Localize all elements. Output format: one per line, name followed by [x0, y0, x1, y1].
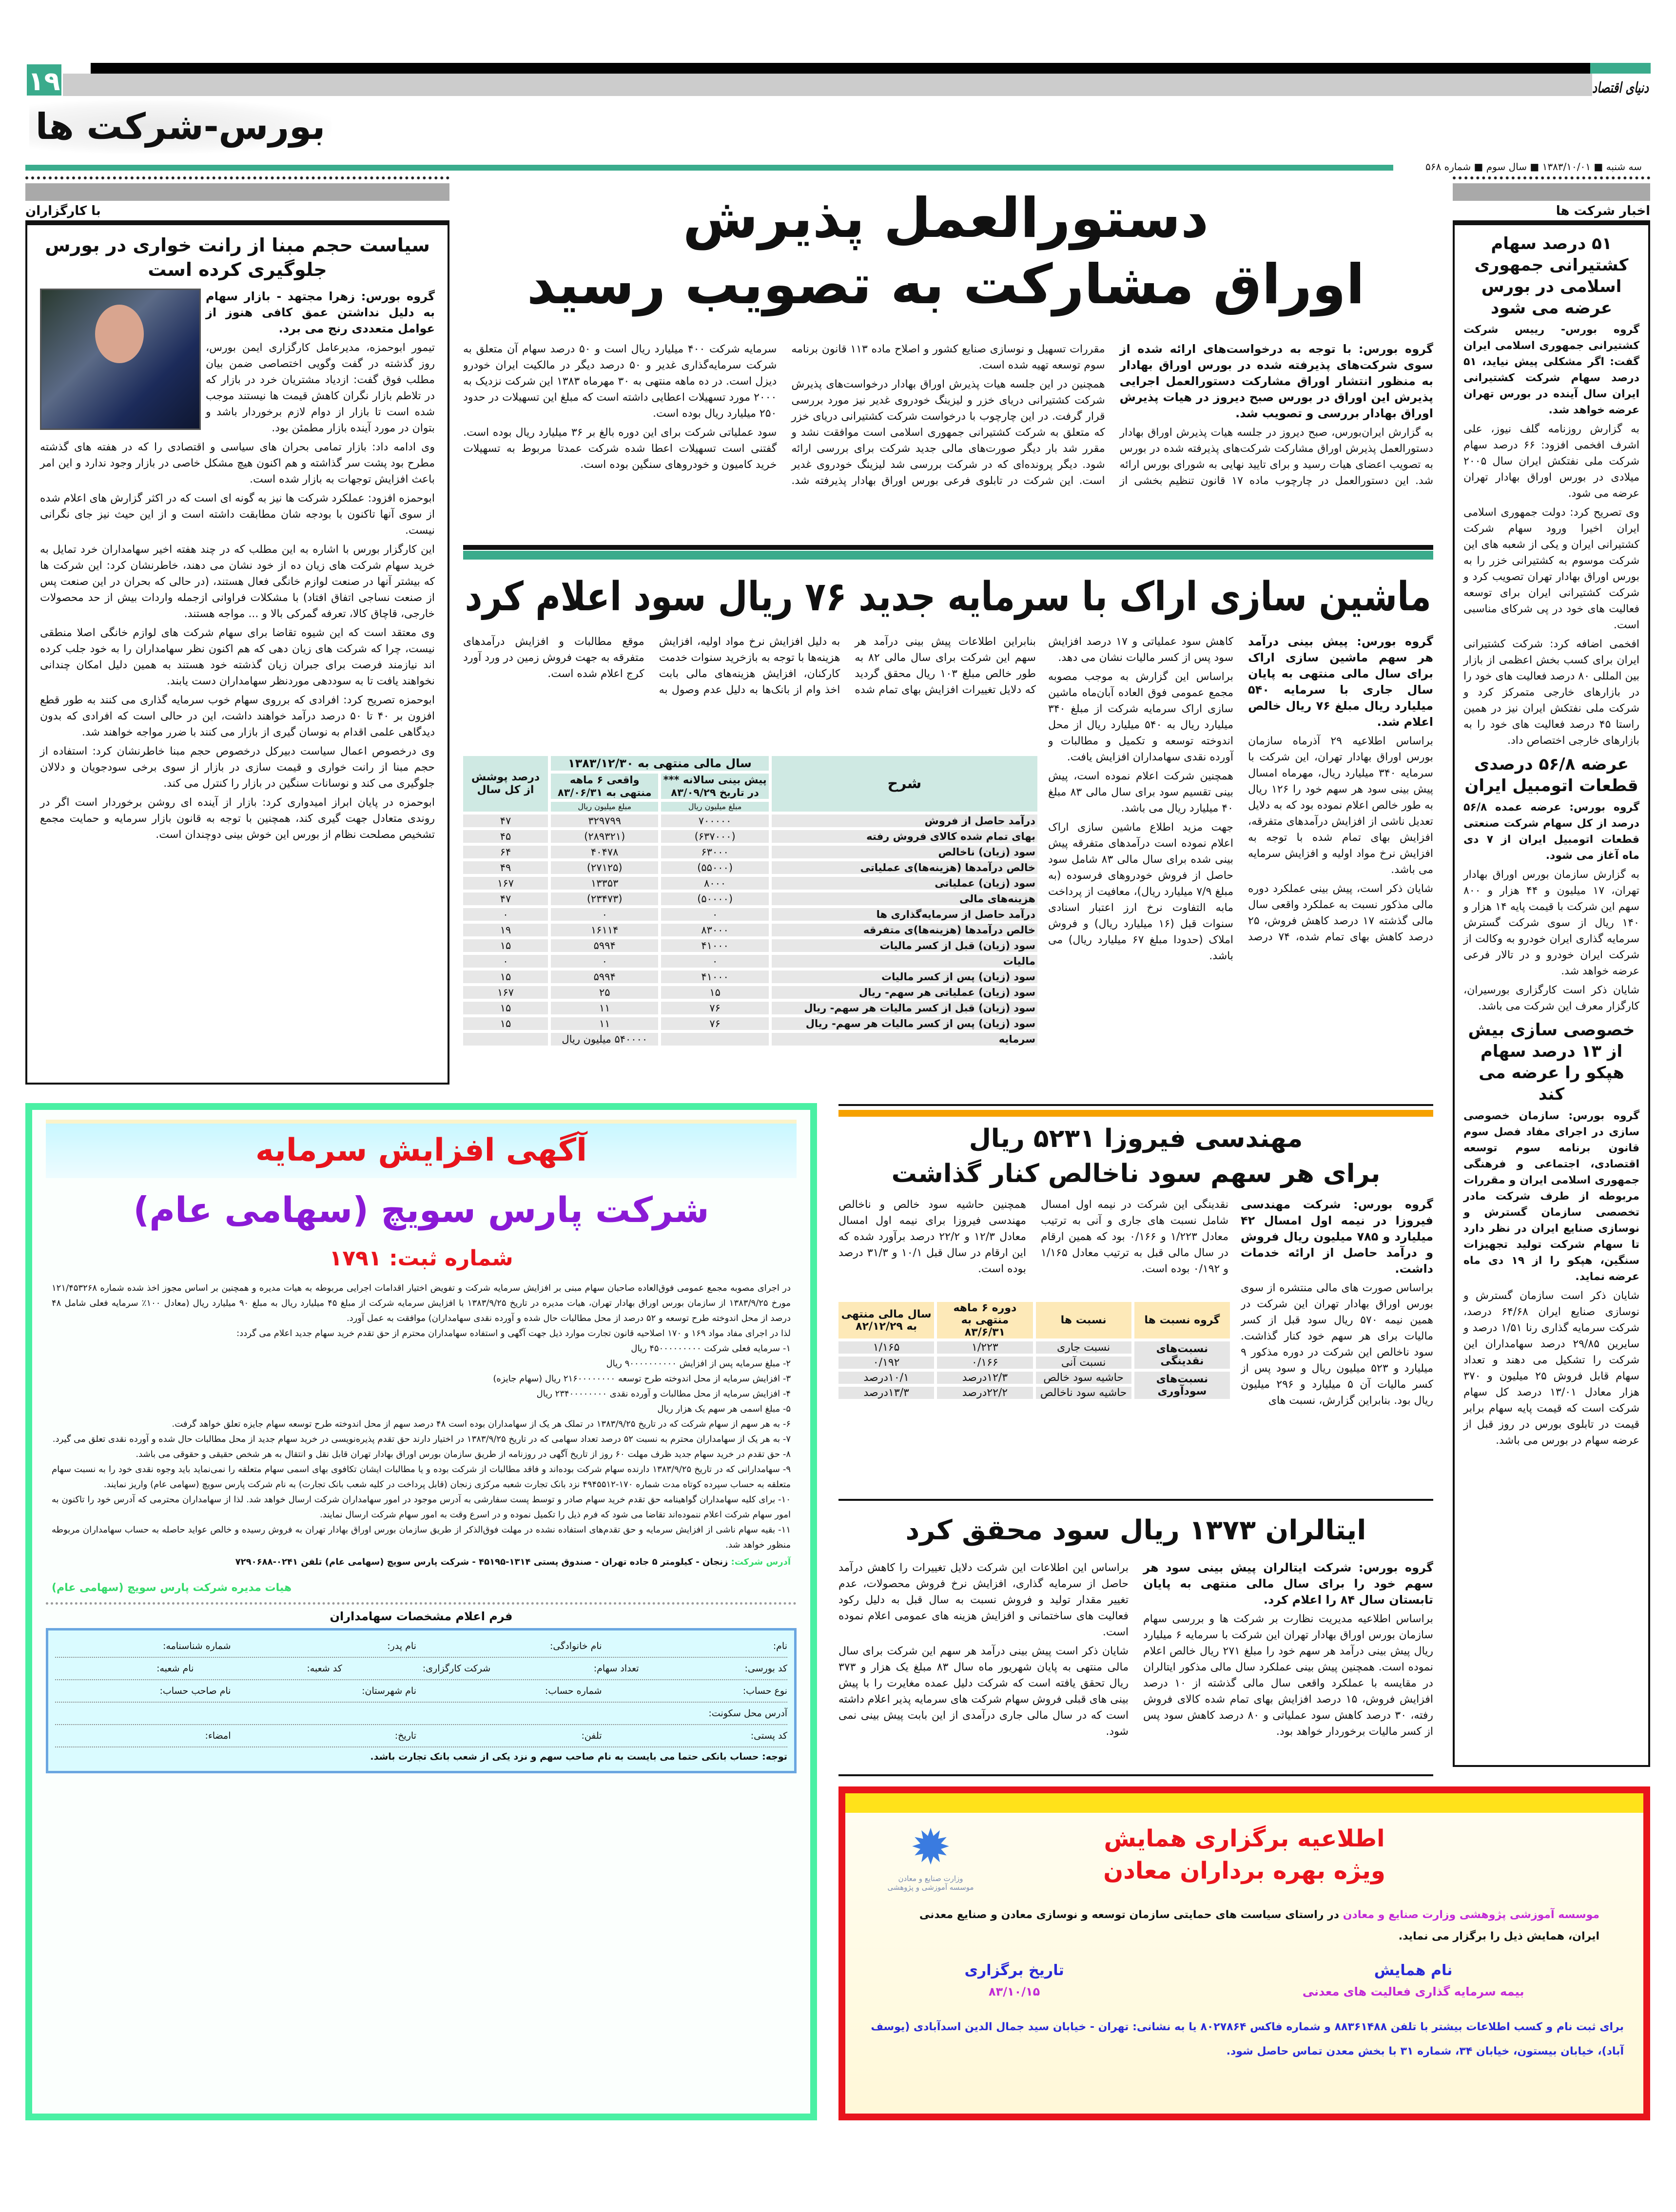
yellow-band [845, 1793, 1643, 1813]
article-headline: سیاست حجم مبنا از رانت خواری در بورس جلوگیری کرده است [45, 234, 430, 280]
machine-body-right [1048, 634, 1433, 1087]
gray-bar [25, 183, 449, 201]
green-rule [463, 551, 1433, 560]
article-paragraph: وی معتقد است که این شیوه تقاضا برای سهام شرکت های لوازم خانگی اصلا منطقی نیست، چرا که شرکت های زیان دهی که هم اکنون نظر سهامداران را به خود جلب کرده اند نیازمند فرصت برای جبران زیان گذشته خود هستند به همین دلیل امکان چندانی نخواهند یافت تا به سوددهی موردنظر سهامداران دست یابند. [40, 627, 435, 687]
form-field[interactable]: نام شعبه: [156, 1663, 194, 1674]
left-column-article [25, 220, 449, 1085]
actual-value: ۴۰۴۷۸ [551, 846, 658, 858]
gear-icon: ✹ [910, 1819, 951, 1876]
news-paragraph: به گزارش روزنامه گلف نیوز، علی اشرف افخمی افزود: ۶۶ درصد سهام شرکت ملی نفتکش ایران سال ۲۰۰۵ میلادی در بورس اوراق بهادار تهران عرضه می شود. [1463, 423, 1639, 500]
table-row [463, 815, 1037, 827]
period-value: ۱/۲۲۳ [937, 1341, 1033, 1354]
date-value: ۸۳/۱۰/۱۵ [988, 1985, 1040, 1999]
news-headline: عرضه ۵۶/۸ درصدی قطعات اتومبیل ایران [1464, 755, 1638, 796]
forecast-value: ۶۳۰۰۰ [661, 846, 768, 858]
period-value: ۱۲/۳درصد [937, 1372, 1033, 1384]
ad-details [845, 1962, 1643, 1999]
coverage-value: ۴۷ [463, 893, 548, 905]
ministry-logo [875, 1821, 987, 1892]
col-coverage: درصد پوشش از کل سال [463, 756, 548, 812]
ad-address-line [52, 1554, 791, 1570]
ad-body [845, 1887, 1643, 1947]
row-label: درآمد حاصل از سرمایه‌گذاری ها [772, 908, 1037, 921]
row-label: سود (زیان) ناخالص [772, 846, 1037, 858]
section-title: بورس-شرکت ها [29, 100, 331, 154]
coverage-value: ۰ [463, 955, 548, 968]
actual-value: ۱۱ [551, 1002, 658, 1014]
firouza-paragraph: همچنین حاشیه سود خالص و ناخالص مهندسی فیروزا برای نیمه اول امسال معادل ۱۲/۳ و ۲۲/۲ درصد برآورد شده که این ارقام در سال قبل ۱۰/۱ و ۳۱/۳ درصد بوده است. [838, 1199, 1026, 1275]
form-field[interactable]: نام پدر: [387, 1641, 416, 1651]
article-paragraph: ابوحمزه تصریح کرد: افرادی که برروی سهام خوب سرمایه گذاری می کنند به طور قطع افزون بر ۴۰ تا ۵۰ درصد درآمد خواهند داشت، این در حالی است که افرادی که بدون دیدگاهی علمی اقدام به نوسان گیری از بازار می کنند با ضرر مواجه خواهند شد. [40, 694, 435, 738]
issue-date: سه شنبه ■ ۱۳۸۳/۱۰/۰۱ ■ سال سوم ■ شماره ۵۶۸ [1393, 157, 1647, 176]
news-item [1463, 1019, 1639, 1449]
year-value: ۱/۱۶۵ [838, 1341, 934, 1354]
conference-date [965, 1962, 1064, 1999]
row-label: سود (زیان) عملیاتی هر سهم- ریال [772, 986, 1037, 999]
row-label: سود (زیان) پس از کسر مالیات هر سهم- ریال [772, 1017, 1037, 1030]
form-field[interactable]: تعداد سهام: [593, 1663, 639, 1674]
row-label: مالیات [772, 955, 1037, 968]
article-paragraph: ابوحمزه افزود: عملکرد شرکت ها نیز به گونه ای است که در اکثر گزارش های اعلام شده از سوی آنها تاکنون با بودجه شان مطابقت داشته است و از این حیث نیز جای نگرانی نیست. [40, 492, 435, 537]
ad-items [52, 1341, 791, 1552]
ad-item: ۱۱- بقیه سهام ناشی از افزایش سرمایه و حق تقدم‌های استفاده نشده در مهلت فوق‌الذکر از طریق سازمان بورس اوراق بهادار تهران به فروش رسیده و خالص عواید حاصله به حساب سهامداران مربوطه منظور خواهد شد. [52, 1525, 791, 1550]
section-rule [838, 1774, 1433, 1776]
right-column-news [1453, 220, 1650, 1767]
news-item [1463, 754, 1639, 1014]
coverage-value: ۴۹ [463, 861, 548, 874]
news-paragraph: به گزارش سازمان بورس اوراق بهادار تهران، ۱۷ میلیون و ۴۴ هزار و ۸۰۰ سهم این شرکت با قیمت پایه ۱۴ هزار و ۱۴۰ ریال از سوی شرکت گسترش سرمایه گذاری ایران خودرو به وکالت از شرکت ایران خودرو و در تالار فرعی عرضه خواهد شد. [1463, 869, 1640, 977]
form-field[interactable]: کد پستی: [750, 1730, 787, 1741]
news-item [1463, 233, 1639, 749]
table-row [838, 1372, 1230, 1384]
firouza-ratio-table [836, 1299, 1233, 1494]
coverage-value: ۱۵ [463, 1002, 548, 1014]
table-row [838, 1341, 1230, 1354]
machine-paragraph: براساس این گزارش به موجب مصوبه مجمع عمومی فوق العاده آبان‌ماه ماشین سازی اراک سرمایه شرکت از مبلغ ۳۴۰ میلیارد ریال به ۵۴۰ میلیارد ریال از محل اندوخته توسعه و تکمیل و مطالبات و آورده نقدی سهامداران افزایش یافت. [1048, 671, 1233, 763]
machine-paragraph: براساس اطلاعیه ۲۹ آذرماه سازمان بورس اوراق بهادار تهران، این شرکت با سرمایه ۳۴۰ میلیارد ریال، مهرماه امسال پیش بینی سود هر سهم خود را ۱۲۶ ریال به طور خالص اعلام نموده بود که به دلایل تعدیل ناشی از افزایش درآمدهای متفرقه، افزایش بهای تمام شده با توجه به افزایش نرخ مواد اولیه و افزایش سرمایه می باشد. [1248, 735, 1433, 876]
actual-value: (۲۷۱۲۵) [551, 861, 658, 874]
date-label: تاریخ برگزاری [964, 1962, 1064, 1979]
actual-value: ۰ [551, 908, 658, 921]
ad-item: ۲- مبلغ سرمایه پس از افزایش ۹۰۰۰۰۰۰۰۰۰۰ ریال [606, 1358, 791, 1369]
ad-address: زنجان - کیلومتر ۵ جاده تهران - صندوق پستی ۱۳۱۴-۴۵۱۹۵ - شرکت پارس سویچ (سهامی عام) تلفن ۰۲۴۱-۷۲۹۰۶۸۸ [235, 1557, 728, 1567]
machine-lead: گروه بورس: پیش بینی درآمد هر سهم ماشین سازی اراک برای سال مالی منتهی به پایان سال جاری با سرمایه ۵۴۰ میلیارد ریال مبلغ ۷۶ ریال خالص اعلام شد. [1248, 635, 1433, 729]
form-field[interactable]: نوع حساب: [742, 1686, 787, 1696]
interviewee-photo [40, 289, 201, 430]
news-paragraph: افخمی اضافه کرد: شرکت کشتیرانی ایران برای کسب بخش اعظمی از بازار بین المللی ۸۰ درصد فعالیت های خود را در بازارهای خارجی متمرکز کرد و شرکت ملی نفتکش ایران نیز در همین راستا ۴۵ درصد فعالیت های خود را به بازارهای خارجی اختصاص داد. [1463, 638, 1640, 747]
name-label: نام همایش [1374, 1962, 1453, 1979]
form-field[interactable]: نام صاحب حساب: [159, 1686, 231, 1696]
form-field[interactable]: امضاء: [205, 1730, 231, 1741]
forecast-value: ۷۰۰۰۰۰ [661, 815, 768, 827]
year-value: ۱۰/۱درصد [838, 1372, 934, 1384]
page-number: ۱۹ [25, 63, 63, 97]
forecast-value: ۴۱۰۰۰ [661, 939, 768, 952]
form-row [55, 1658, 787, 1680]
coverage-value: ۱۵ [463, 939, 548, 952]
ad-item: ۵- مبلغ اسمی هر سهم یک هزار ریال [657, 1404, 791, 1414]
form-field[interactable]: نام: [773, 1641, 787, 1651]
article-paragraph: این کارگزار بورس با اشاره به این مطلب که در چند هفته اخیر سهامداران خرد تمایل به خرید سهام شرکت های زیان ده از خود نشان می دهند، خاطرنشان کرد: این شرکت ها که بیشتر آنها در صنعت لوازم خانگی فعال هستند، (در حالی که بحران در این صنعت پس از صنعت نساجی اتفاق افتاد) با مشکلات فراوانی ازجمله واردات بیش از حد محصولات خارجی، قاچاق کالا، تعرفه گمرکی بالا و ... مواجه هستند. [40, 543, 435, 620]
ad-item: ۶- به هر سهم از سهام شرکت که در تاریخ ۱۳۸۳/۹/۲۵ در تملک هر یک از سهامداران بوده است ۴۸ درصد سهم از محل اندوخته طرح توسعه سهام جایزه تعلق خواهد گرفت. [172, 1419, 791, 1429]
forecast-value: (۵۰۰۰۰) [661, 893, 768, 905]
masthead-bar [91, 63, 1634, 74]
table-header-row [838, 1302, 1230, 1339]
row-label: سود (زیان) قبل از کسر مالیات [772, 939, 1037, 952]
form-row [55, 1680, 787, 1703]
table-row [463, 986, 1037, 999]
firouza-paragraph: نقدینگی این شرکت در نیمه اول امسال شامل نسبت های جاری و آنی به ترتیب معادل ۱/۲۲۳ و ۰/۱۶۶ بود که همین ارقام در سال مالی قبل به ترتیب معادل ۱/۱۶۵ و ۰/۱۹۲ بوده است. [1041, 1199, 1228, 1275]
machine-body-left [463, 634, 1036, 749]
right-column-header [1453, 176, 1650, 221]
coverage-value: ۶۴ [463, 846, 548, 858]
ad-registration: شماره ثبت: ۱۷۹۱ [329, 1246, 513, 1271]
logo-text: وزارت صنایع و معادن [898, 1874, 963, 1883]
form-note: توجه: حساب بانکی حتما می بایست به نام صاحب سهم و نزد یکی از شعب بانک تجارت باشد. [370, 1751, 787, 1762]
forecast-value: ۴۱۰۰۰ [661, 970, 768, 983]
ad-title: آگهی افزایش سرمایه [46, 1120, 797, 1178]
italran-paragraph: براساس این اطلاعات این شرکت دلایل تغییرات را کاهش درآمد حاصل از سرمایه گذاری، افزایش نرخ فروش محصولات، عدم تغییر مقدار تولید و فروش نسبت به سال قبل به دلیل رکود فعالیت های ساختمانی و افزایش هزینه های عمومی اعلام نموده است. [838, 1562, 1129, 1638]
forecast-value: ۷۶ [661, 1017, 768, 1030]
form-row [55, 1703, 787, 1725]
firouza-body-left [838, 1197, 1228, 1297]
machine-headline: ماشین سازی اراک با سرمایه جدید ۷۶ ریال سود اعلام کرد [465, 574, 1432, 620]
column-kicker: اخبار شرکت ها [1556, 204, 1650, 218]
actual-value: ۲۵ [551, 986, 658, 999]
fiscal-year-header: سال مالی منتهی به ۱۳۸۳/۱۲/۳۰ [551, 756, 769, 771]
ad-org: موسسه آموزشی پژوهشی وزارت صنایع و معادن [1343, 1909, 1599, 1921]
article-paragraph: ابوحمزه در پایان ابراز امیدواری کرد: بازار از آینده ای روشن برخوردار است اگر در روندی متعادل جهت گیری کند، همچنین با توجه به قانون بازار سرمایه و حمایت مجمع تشخیص مصلحت نظام از بورس این خوش بینی دوچندان است. [40, 796, 435, 841]
ad-item: ۸- حق تقدم در خرید سهام جدید ظرف مهلت ۶۰ روز از تاریخ آگهی در روزنامه از طریق سازمان بورس اوراق بهادار تهران قابل نقل و انتقال به هر شخص حقیقی و حقوقی می باشد. [136, 1449, 791, 1459]
column-header: سال مالی منتهی به ۸۲/۱۲/۲۹ [838, 1302, 934, 1339]
ad-address-label: آدرس شرکت: [731, 1557, 791, 1567]
year-value: ۱۳/۳درصد [838, 1387, 934, 1399]
article-paragraph: وی درخصوص اعمال سیاست دبیرکل درخصوص حجم مبنا خاطرنشان کرد: استفاده از حجم مبنا از رانت خواری و قیمت سازی در بازار از سوی برخی سودجویان و دلالان جلوگیری می کند و نوسانات سنگین در بازار را کنترل می کند. [40, 745, 435, 790]
news-lead: گروه بورس- رییس شرکت کشتیرانی جمهوری اسلامی ایران گفت: اگر مشکلی پیش نیاید، ۵۱ درصد سهام شرکت کشتیرانی ایران سال آینده در بورس تهران عرضه خواهد شد. [1463, 324, 1639, 416]
article-paragraph: وی ادامه داد: بازار تمامی بحران های سیاسی و اقتصادی را که در هفته های گذشته مطرح بود پشت سر گذاشته و هم اکنون هیچ مشکل خاصی در بازار وجود ندارد و این امر باعث افزایش توجهات به بازار شده است. [40, 441, 435, 485]
face-shape [95, 305, 144, 363]
coverage-value: ۱۶۷ [463, 986, 548, 999]
column-header: گروه نسبت ها [1134, 1302, 1230, 1339]
coverage-value: ۱۹ [463, 924, 548, 936]
coverage-value: ۱۵ [463, 970, 548, 983]
coverage-value: ۱۶۷ [463, 877, 548, 890]
actual-value: ۵۴۰۰۰۰ میلیون ریال [551, 1033, 658, 1046]
table-row [463, 1002, 1037, 1014]
unit-label: مبلغ میلیون ریال [661, 802, 768, 812]
lead-body [463, 341, 1433, 536]
table-row [463, 908, 1037, 921]
machine-paragraph: شایان ذکر است، پیش بینی عملکرد دوره مالی مذکور نسبت به عملکرد واقعی سال مالی گذشته ۱۷ درصد کاهش فروش، ۲۵ درصد کاهش بهای تمام شده، ۷۴ درصد کاهش سود عملیاتی و ۱۷ درصد افزایش سود پس از کسر مالیات نشان می دهد. [1048, 636, 1433, 943]
lead-paragraph: به گزارش ایران‌بورس، صبح دیروز در جلسه هیات پذیرش اوراق بهادار دستورالعمل پذیرش اوراق مشارکت شرکت‌های پذیرفته شده در بورس به تصویب اعضای هیات رسید و برای تایید نهایی به شورای بورس ارائه شد. این دستورالعمل در چارچوب ماده ۱۷ قانون تنظیم بخشی از مقررات تسهیل و نوسازی صنایع کشور و اصلاح ماده ۱۱۳ قانون برنامه سوم توسعه تهیه شده است. [791, 343, 1433, 487]
actual-value: ۱۳۳۵۳ [551, 877, 658, 890]
actual-value: (۲۳۴۷۳) [551, 893, 658, 905]
italran-headline: ایتالران ۱۳۷۳ ریال سود محقق کرد [905, 1514, 1366, 1546]
form-row [55, 1725, 787, 1747]
form-field[interactable]: تلفن: [581, 1730, 602, 1741]
actual-value: ۱۶۱۱۴ [551, 924, 658, 936]
form-title: فرم اعلام مشخصات سهامداران [330, 1610, 513, 1623]
ad-contact: برای ثبت نام و کسب اطلاعات بیشتر با تلفن ۸۸۳۶۱۴۸۸ و شماره فاکس ۸۰۲۷۸۶۴ یا به نشانی: تهران - خیابان سید جمال الدین اسدآبادی (یوسف آباد)، خیابان بیستون، خیابان ۳۴، شماره ۳۱ با بخش معدن تماس حاصل شود. [871, 2021, 1624, 2057]
firouza-headline-line2: برای هر سهم سود ناخالص کنار گذاشت [891, 1159, 1381, 1188]
lead-paragraph: همچنین در این جلسه هیات پذیرش اوراق بهادار درخواست‌های پذیرش شرکت کشتیرانی دریای خزر و لیزینگ خودروی غدیر نیز مورد بررسی قرار گرفت. در این چارچوب با درخواست شرکت کشتیرانی دریای خزر که متعلق به شرکت کشتیرانی جمهوری اسلامی است موافقت نشد و مقرر شد بار دیگر صورت‌های مالی جدید شرکت برای بررسی ارائه شود. دیگر پرونده‌ای که در شرکت بررسی شد لیزینگ خودروی غدیر است. این شرکت در تابلوی فرعی بورس اوراق بهادار پذیرفته شد. سرمایه شرکت ۴۰۰ میلیارد ریال است و ۵۰ درصد سهام آن متعلق به شرکت سرمایه‌گذاری غدیر و ۵۰ درصد دیگر در مالکیت ایران خودرو دیزل است. در ده ماهه منتهی به ۳۰ مهرماه ۱۳۸۳ این شرکت نزدیک به ۲۰۰۰ مورد تسهیلات اعطایی داشته است که مبلغ این تسهیلات در حدود ۲۵۰ میلیارد ریال بوده است. [463, 343, 1105, 487]
coverage-value: ۰ [463, 908, 548, 921]
news-lead: گروه بورس: عرضه عمده ۵۶/۸ درصد از کل سهام شرکت صنعتی قطعات اتومبیل ایران از ۷ دی ماه آغاز می شود. [1463, 801, 1639, 862]
ad-title-line1: اطلاعیه برگزاری همایش [1104, 1825, 1385, 1852]
form-field[interactable]: شماره شناسنامه: [162, 1641, 231, 1651]
actual-value: ۰ [551, 955, 658, 968]
article-lead: گروه بورس: زهرا مجتهد - بازار سهام به دلیل نداشتن عمق کافی هنوز از عوامل متعددی رنج می برد. [206, 290, 435, 335]
form-field[interactable]: نام شهرستان: [362, 1686, 416, 1696]
table-row [463, 830, 1037, 843]
ad-body [32, 1276, 810, 1595]
firouza-body-right [1241, 1197, 1433, 1494]
col-description: شرح [772, 756, 1037, 812]
left-column-header [25, 176, 449, 221]
ad-company: شرکت پارس سویچ (سهامی عام) [133, 1189, 709, 1230]
forecast-value: ۰ [661, 908, 768, 921]
ad-item: ۴- افزایش سرمایه از محل مطالبات و آورده نقدی ۲۳۴۰۰۰۰۰۰۰۰ ریال [536, 1389, 791, 1399]
machine-paragraph: جهت مزید اطلاع ماشین سازی اراک اعلام نموده است درآمدهای متفرقه پیش بینی شده برای سال مالی ۸۳ شامل سود حاصل از فروش خودروهای فرسوده (به مبلغ ۷/۹ میلیارد ریال)، معافیت از پرداخت مابه التفاوت نرخ ارز اعتبار اسنادی سنوات قبل (۱۶ میلیارد ریال) و فروش املاک (حدودا مبلغ ۶۷ میلیارد ریال) می باشد. [1048, 821, 1234, 962]
form-field[interactable]: آدرس محل سکونت: [708, 1708, 787, 1719]
conference-name [1303, 1962, 1524, 1999]
actual-value: (۲۸۹۳۲۱) [551, 830, 658, 843]
coverage-value: ۴۷ [463, 815, 548, 827]
table-row [463, 939, 1037, 952]
ad-item: ۱- سرمایه فعلی شرکت ۴۵۰۰۰۰۰۰۰۰۰ ریال [631, 1343, 791, 1354]
firouza-headline-line1: مهندسی فیروزا ۵۲۳۱ ریال [969, 1124, 1303, 1153]
forecast-value: ۸۰۰۰ [661, 877, 768, 890]
row-label: خالص درآمدها (هزینه‌ها)ی عملیاتی [772, 861, 1037, 874]
form-field[interactable]: کد شعبه: [307, 1663, 342, 1674]
forecast-value [661, 1033, 768, 1046]
capital-increase-ad [25, 1103, 817, 2120]
coverage-value [463, 1033, 548, 1046]
table-row [463, 893, 1037, 905]
row-label: سود (زیان) پس از کسر مالیات [772, 970, 1037, 983]
masthead-accent [1590, 63, 1651, 74]
dotted-rule [25, 176, 449, 180]
ad-intro2: لذا در اجرای مفاد مواد ۱۶۹ و ۱۷۰ اصلاحیه قانون تجارت موارد ذیل جهت آگهی و استفاده سهامداران محترم از حق تقدم خرید سهام جدید اعلام می گردد: [236, 1328, 791, 1339]
name-value: بیمه سرمایه گذاری فعالیت های معدنی [1302, 1985, 1524, 1999]
row-label: سود (زیان) قبل از کسر مالیات هر سهم- ریال [772, 1002, 1037, 1014]
form-field[interactable]: شماره حساب: [545, 1686, 602, 1696]
form-field[interactable]: کد بورسی: [744, 1663, 787, 1674]
firouza-lead: گروه بورس: شرکت مهندسی فیروزا در نیمه اول امسال ۴۲ میلیارد و ۷۸۵ میلیون ریال فروش و درآمد حاصل از ارائه خدمات داشت. [1241, 1198, 1433, 1276]
news-headline: ۵۱ درصد سهام کشتیرانی جمهوری اسلامی در بورس عرضه می شود [1474, 234, 1629, 318]
col-forecast: پیش بینی سالانه *** در تاریخ ۸۳/۰۹/۲۹ [661, 774, 768, 799]
column-kicker: با کارگزاران [25, 204, 101, 218]
dotted-rule [1453, 176, 1650, 180]
table-row [463, 1033, 1037, 1046]
machine-paragraph: همچنین شرکت اعلام نموده است، پیش بینی تقسیم سود برای سال مالی ۸۳ مبلغ ۴۰ میلیارد ریال می باشد. [1048, 770, 1233, 815]
ad-title-line2: ویژه بهره برداران معادن [1103, 1857, 1385, 1884]
machine-paragraph: بنابراین اطلاعات پیش بینی درآمد هر سهم این شرکت برای سال مالی ۸۲ به طور خالص مبلغ ۱۰۳ ریال محقق گردید که دلایل تغییرات افزایش بهای تمام شده به دلیل افزایش نرخ مواد اولیه، افزایش هزینه‌ها با توجه به بازخرید سنوات خدمت کارکنان، افزایش هزینه‌های مالی بابت اخذ وام از بانک‌ها به دلیل عدم وصول به موقع مطالبات و افزایش درآمدهای متفرقه به جهت فروش زمین در ورد آورد کرج اعلام شده است. [463, 636, 1036, 696]
period-value: ۰/۱۶۶ [937, 1357, 1033, 1369]
forecast-value: ۰ [661, 955, 768, 968]
coverage-value: ۱۵ [463, 1017, 548, 1030]
ratio-name: نسبت جاری [1036, 1341, 1131, 1354]
ad-title-block [1001, 1823, 1487, 1887]
row-label: سرمایه [772, 1033, 1037, 1046]
news-paragraph: وی تصریح کرد: دولت جمهوری اسلامی ایران اخیرا ورود سهام شرکت کشتیرانی ایران و یکی از شعبه های این شرکت موسوم به کشتیرانی خزر را به بورس اوراق بهادار تهران تصویب کرد و شرکت کشتیرانی ایران برای توسعه فعالیت های خود در پی شرکای مناسبی است. [1463, 506, 1639, 631]
date-rule [25, 165, 1571, 171]
gray-bar [1453, 183, 1650, 201]
newspaper-logo: دنیای اقتصاد [1592, 79, 1649, 97]
year-value: ۰/۱۹۲ [838, 1357, 934, 1369]
actual-value: ۵۹۹۴ [551, 939, 658, 952]
forecast-value: ۱۵ [661, 986, 768, 999]
unit-label: مبلغ میلیون ریال [551, 802, 658, 812]
ad-item: ۷- به هر یک از سهامداران محترم به نسبت ۵۲ درصد تعداد سهامی که در تاریخ ۱۳۸۳/۹/۲۵ در اختیار دارند حق تقدم پذیره‌نویسی در خرید سهام جدید از محل مطالبات حال شده و آورده نقدی تعلق می گیرد. [52, 1434, 791, 1444]
lead-headline-line1: دستورالعمل پذیرش [682, 187, 1209, 250]
ratio-name: حاشیه سود خالص [1036, 1372, 1131, 1384]
shareholder-form [46, 1628, 797, 1773]
italran-paragraph: شایان ذکر است پیش بینی درآمد هر سهم این شرکت برای سال مالی منتهی به پایان شهریور ماه سال ۸۳ مبلغ یک هزار و ۳۷۳ ریال تحقق یافته است که شرکت دلیل عمده مغایرت را با پیش بینی های قبلی فروش سهام شرکت های سرمایه پذیر اعلام داشته است که در سال مالی جاری درآمدی از این بابت پیش بینی نمی شود. [838, 1645, 1129, 1738]
ad-signature: هیات مدیره شرکت پارس سویچ (سهامی عام) [52, 1582, 292, 1594]
section-rule [838, 1499, 1433, 1501]
ad-item: ۹- سهامدارانی که در تاریخ ۱۳۸۳/۹/۲۵ دارنده سهام شرکت بوده‌اند و فاقد مطالبات از شرکت بوده و یا مطالبات ایشان تکافوی بهای اسمی سهام متعلقه را نمی‌نماید باید وجوه نقدی خود را به نسبت سهام متعلقه به حساب سپرده کوتاه مدت شماره ۱۷۰-۴۹۴۵۵۱۲ نزد بانک تجارت شعبه مرکزی زنجان (قابل پرداخت در کلیه شعب بانک تجارت) به نام شرکت پارس سویچ (سهامی عام) واریز نمایند. [52, 1464, 791, 1490]
form-field[interactable]: تاریخ: [394, 1730, 416, 1741]
row-label: درآمد حاصل از فروش [772, 815, 1037, 827]
table-row [463, 955, 1037, 968]
period-value: ۲۲/۲درصد [937, 1387, 1033, 1399]
table-row [463, 877, 1037, 890]
lead-headline [468, 185, 1423, 318]
ratio-group: نسبت‌های سودآوری [1134, 1372, 1230, 1399]
lead-headline-line2: اوراق مشارکت به تصویب رسید [526, 253, 1365, 316]
table-row [463, 970, 1037, 983]
table-row [463, 924, 1037, 936]
ad-intro: در اجرای مصوبه مجمع عمومی فوق‌العاده صاحبان سهام مبنی بر افزایش سرمایه شرکت و تفویض اختیار اقدامات اجرایی مربوطه به هیات مدیره و همچنین بر اساس مجوز اخذ شده شماره ۱۲۱/۴۵۳۲۶۸ مورخ ۱۳۸۳/۹/۲۵ از سازمان بورس اوراق بهادار تهران، هیات مدیره در تاریخ ۱۳۸۳/۹/۲۵ با افزایش سرمایه شرکت از مبلغ ۴۵ میلیارد ریال به مبلغ ۹۰ میلیارد ریال (معادل ۱۰۰٪ سرمایه فعلی شامل ۴۸ درصد از محل اندوخته طرح توسعه و ۵۲ درصد از محل مطالبات حال شده و آورده نقدی سهامداران) موافقت به عمل آورد. [52, 1283, 791, 1323]
ratio-name: نسبت آنی [1036, 1357, 1131, 1369]
ad-item: ۱۰- برای کلیه سهامداران گواهینامه حق تقدم خرید سهام صادر و توسط پست سفارشی به آدرس موجود در امور سهامداران شرکت ارسال خواهد شد. لذا از سهامداران محترمی که آدرس خود را تاکنون به امور سهام شرکت اعلام ننموده‌اند تقاضا می شود که فرم ذیل را تکمیل نموده و در اسرع وقت به امور سهام شرکت ارسال نمایند. [52, 1494, 791, 1520]
coverage-value: ۴۵ [463, 830, 548, 843]
row-label: بهای تمام شده کالای فروش رفته [772, 830, 1037, 843]
forecast-value: (۵۵۰۰۰) [661, 861, 768, 874]
section-rule [463, 545, 1433, 550]
actual-value: ۳۲۹۷۹۹ [551, 815, 658, 827]
orange-bar [838, 1110, 1433, 1117]
form-field[interactable]: شرکت کارگزاری: [422, 1663, 491, 1674]
table-row [463, 861, 1037, 874]
ratio-group: نسبت‌های نقدینگی [1134, 1341, 1230, 1369]
forecast-value: (۶۳۷۰۰۰) [661, 830, 768, 843]
forecast-value: ۸۳۰۰۰ [661, 924, 768, 936]
lead-intro: گروه بورس: با توجه به درخواست‌های ارائه شده از سوی شرکت‌های پذیرفته شده در بورس اوراق بهادار به منظور انتشار اوراق مشارکت دستورالعمل اجرایی پذیرش این اوراق در بورس صبح دیروز در هیات پذیرش اوراق بهادار بررسی و تصویب شد. [1119, 342, 1433, 420]
machine-financial-table [460, 753, 1040, 1089]
article-paragraph: تیمور ابوحمزه، مدیرعامل کارگزاری ایمن بورس، روز گذشته در گفت وگویی اختصاصی ضمن بیان مطلب فوق گفت: ازدیاد مشتریان خرد در بازار که در تلاطم بازار نگران کاهش قیمت ها نیستند موجب شده است تا بازار از دوام لازم برخوردار باشد و بتوان در مورد آینده بازار مطمئن بود. [206, 342, 435, 434]
row-label: سود (زیان) عملیاتی [772, 877, 1037, 890]
row-label: خالص درآمدها (هزینه‌ها)ی متفرقه [772, 924, 1037, 936]
row-label: هزینه‌های مالی [772, 893, 1037, 905]
form-field[interactable]: نام خانوادگی: [549, 1641, 602, 1651]
firouza-top-rule [838, 1104, 1433, 1117]
firouza-paragraph: براساس صورت های مالی منتشره از سوی بورس اوراق بهادار تهران این شرکت در همین نیمه ۵۷۰ ریال سود قبل از کسر مالیات برای هر سهم خود کنار گذاشت. سود ناخالص این شرکت در دوره مذکور ۹ میلیارد و ۵۲۳ میلیون ریال و سود پس از کسر مالیات آن ۵ میلیارد و ۲۹۶ میلیون ریال بود. بنابراین گزارش، نسبت های [1241, 1282, 1433, 1407]
table-row [463, 1017, 1037, 1030]
firouza-headline [838, 1121, 1433, 1191]
actual-value: ۱۱ [551, 1017, 658, 1030]
news-lead: گروه بورس: سازمان خصوصی سازی در اجرای مفاد فصل سوم قانون برنامه سوم توسعه اقتصادی، اجتماعی و فرهنگی جمهوری اسلامی ایران و مقررات مربوطه از طرف شرکت مادر تخصصی سازمان گسترش و نوسازی صنایع ایران در نظر دارد تا سهام شرکت تولید تجهیزات سنگین، هپکو را از ۱۹ دی ماه عرضه نماید. [1463, 1110, 1640, 1283]
col-actual: واقعی ۶ ماهه منتهی به ۸۳/۰۶/۳۱ [551, 774, 658, 799]
column-header: نسبت ها [1036, 1302, 1131, 1339]
news-headline: خصوصی سازی بیش از ۱۳ درصد سهام هپکو را عرضه می کند [1468, 1020, 1635, 1104]
ad-item: ۳- افزایش سرمایه از محل اندوخته طرح توسعه ۲۱۶۰۰۰۰۰۰۰۰ ریال (سهام جایزه) [493, 1374, 791, 1384]
actual-value: ۵۹۹۴ [551, 970, 658, 983]
conference-ad [838, 1786, 1650, 2120]
logo-text: موسسه آموزشی و پژوهشی [887, 1883, 974, 1892]
italran-paragraph: براساس اطلاعیه مدیریت نظارت بر شرکت ها و بررسی سهام سازمان بورس اوراق بهادار تهران این شرکت با سرمایه ۶ میلیارد ریال پیش بینی درآمد هر سهم خود را مبلغ ۲۷۱ ریال خالص اعلام نموده است. همچنین پیش بینی عملکرد سال مالی مذکور ایتالران در مقایسه با عملکرد واقعی سال مالی گذشته از ۱۰ درصد افزایش فروش، ۱۵ درصد افزایش بهای تمام شده کالای فروش رفته، ۳۰ درصد کاهش سود عملیاتی و ۸۰ درصد کاهش سود پس از کسر مالیات برخوردار خواهد بود. [1143, 1613, 1433, 1738]
forecast-value: ۷۶ [661, 1002, 768, 1014]
lead-paragraph: سود عملیاتی شرکت برای این دوره بالغ بر ۳۶ میلیارد ریال بوده است. گفتنی است تسهیلات اعطا شده شرکت عمدتا مربوط به تسهیلات خرید کامیون و خودروهای سنگین بوده است. [463, 427, 777, 471]
news-paragraph: شایان ذکر است کارگزاری بورسیران، کارگزار معرف این شرکت می باشد. [1463, 984, 1639, 1012]
column-header: دوره ۶ ماهه منتهی به ۸۳/۶/۳۱ [937, 1302, 1033, 1339]
table-row [463, 846, 1037, 858]
masthead-band [63, 74, 1592, 96]
ad-body-text: در راستای سیاست های حمایتی سازمان توسعه و نوسازی معادن و صنایع معدنی ایران، همایش ذیل را برگزار می نماید. [919, 1909, 1599, 1942]
form-row [55, 1635, 787, 1658]
news-paragraph: شایان ذکر است سازمان گسترش و نوسازی صنایع ایران ۶۴/۶۸ درصد، شرکت سرمایه گذاری رنا ۱/۵۱ درصد و سایرین ۲۹/۸۵ درصد سهامداران این شرکت را تشکیل می دهند و تعداد سهام قابل فروش ۲۵ میلیون و ۳۷۰ هزار معادل ۱۳/۰۱ درصد کل سهام شرکت است که قیمت پایه سهام برابر قیمت در تابلوی بورس در روز قبل از عرضه سهام در بورس می باشد. [1463, 1290, 1639, 1447]
italran-body [838, 1560, 1433, 1769]
italran-lead: گروه بورس: شرکت ایتالران پیش بینی سود هر سهم خود را برای سال مالی منتهی به پایان تابستان سال ۸۴ را اعلام کرد. [1143, 1561, 1433, 1607]
ratio-name: حاشیه سود ناخالص [1036, 1387, 1131, 1399]
